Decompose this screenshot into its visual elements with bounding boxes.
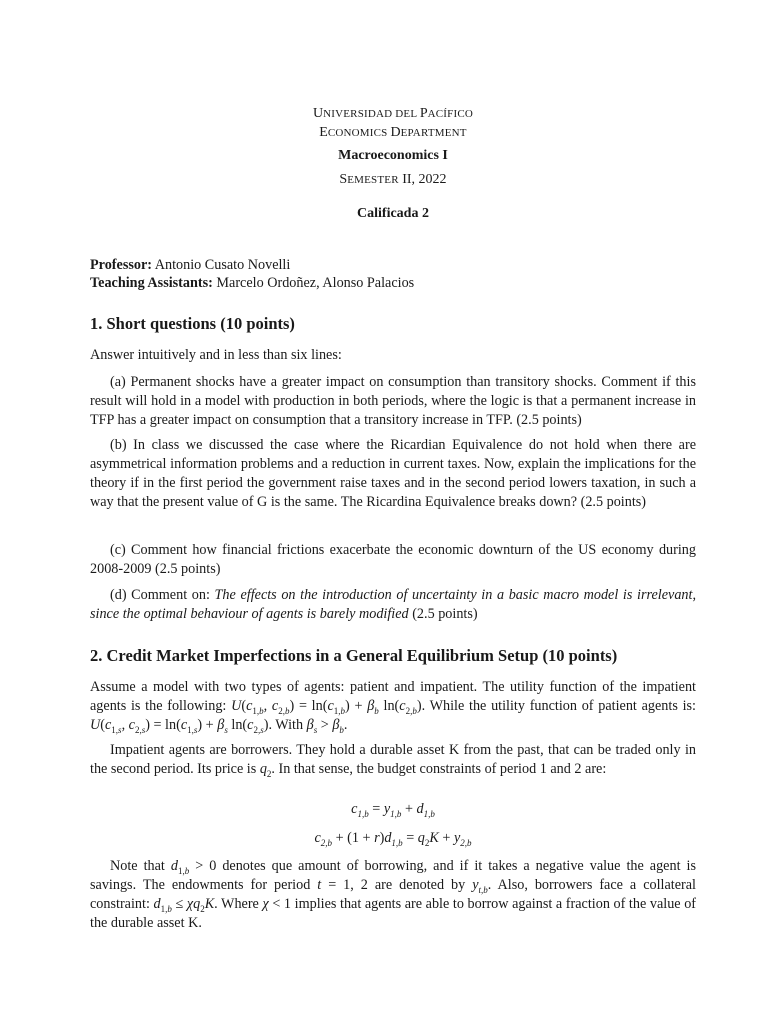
section-2-paragraph-3: Note that $d_{1,b} > 0$ denotes que amount of borrowing, and if it takes a negative value the agent is savings. The endowments for period t = 1, 2 are denoted by $y_{t,b}$. Also, borrowers face a collateral constraint: $d_{1,b} \le \chi q_2K$. Where χ < 1 implies that agents are able to borrow against a fraction of the value of the durable asset K.	[90, 858, 697, 931]
course-name: Macroeconomics I	[338, 148, 448, 163]
section-2-title: 2. Credit Market Imperfections in a General Equilibrium Setup (10 points)	[90, 646, 618, 665]
exam-title: Calificada 2	[357, 206, 429, 221]
equation-budget-period-1: $c_{1,b} = y_{1,b} + d_{1,b}$	[351, 801, 435, 819]
section-2-paragraph-2: Impatient agents are borrowers. They hold a durable asset K from the past, that can be traded only in the second period. Its price is $q_2$. In that sense, the budget constraints of period 1 and 2 are:	[90, 742, 696, 779]
section-1-title: 1. Short questions (10 points)	[90, 314, 295, 333]
question-b: (b) In class we discussed the case where the Ricardian Equivalence do not hold when there are asymmetrical information problems and a reduction in current taxes. Now, explain the implications for the theory if in the first period the government raise taxes and in the second period lowers taxation, in such a way that the present value of G is the same. The Ricardina Equivalence breaks down? (2.5 points)	[90, 437, 696, 510]
question-d: (d) Comment on: The effects on the introduction of uncertainty in a basic macro model is irrelevant, since the optimal behaviour of agents is barely modified (2.5 points)	[90, 587, 696, 622]
section-2-paragraph-1: Assume a model with two types of agents: patient and impatient. The utility function of the impatient agents is the following: $U(c_{1,b}$, $c_{2,b}) = \ln(c_{1,b}) + \beta_b$ $\ln(c_{2,b})$. While the utility function of patient agents is: $U(c_{1,s}$, $c_{2,s}) = \ln(c_{1,s}) + \beta_s$ $\ln(c_{2,s})$. With $\beta_s > \beta_b$.	[90, 679, 696, 735]
department-name: ECONOMICS DEPARTMENT	[319, 125, 467, 140]
semester: SEMESTER II, 2022	[339, 172, 447, 187]
section-1-intro: Answer intuitively and in less than six lines:	[90, 347, 342, 363]
question-a: (a) Permanent shocks have a greater impact on consumption than transitory shocks. Comment if this result will hold in a model with production in both periods, where the logic is that a permanent increase in TFP has a greater impact on consumption that a transitory increase in TFP. (2.5 points)	[90, 374, 696, 428]
equation-budget-period-2: $c_{2,b} + (1 + r)d_{1,b} = q_2K + y_{2,b}$	[314, 830, 472, 848]
teaching-assistants-line: Teaching Assistants: Marcelo Ordoñez, Alonso Palacios	[90, 275, 415, 291]
university-name: UNIVERSIDAD DEL PACÍFICO	[312, 106, 474, 121]
professor-line: Professor: Antonio Cusato Novelli	[90, 257, 291, 273]
question-c: (c) Comment how financial frictions exacerbate the economic downturn of the US economy during 2008-2009 (2.5 points)	[90, 542, 696, 577]
